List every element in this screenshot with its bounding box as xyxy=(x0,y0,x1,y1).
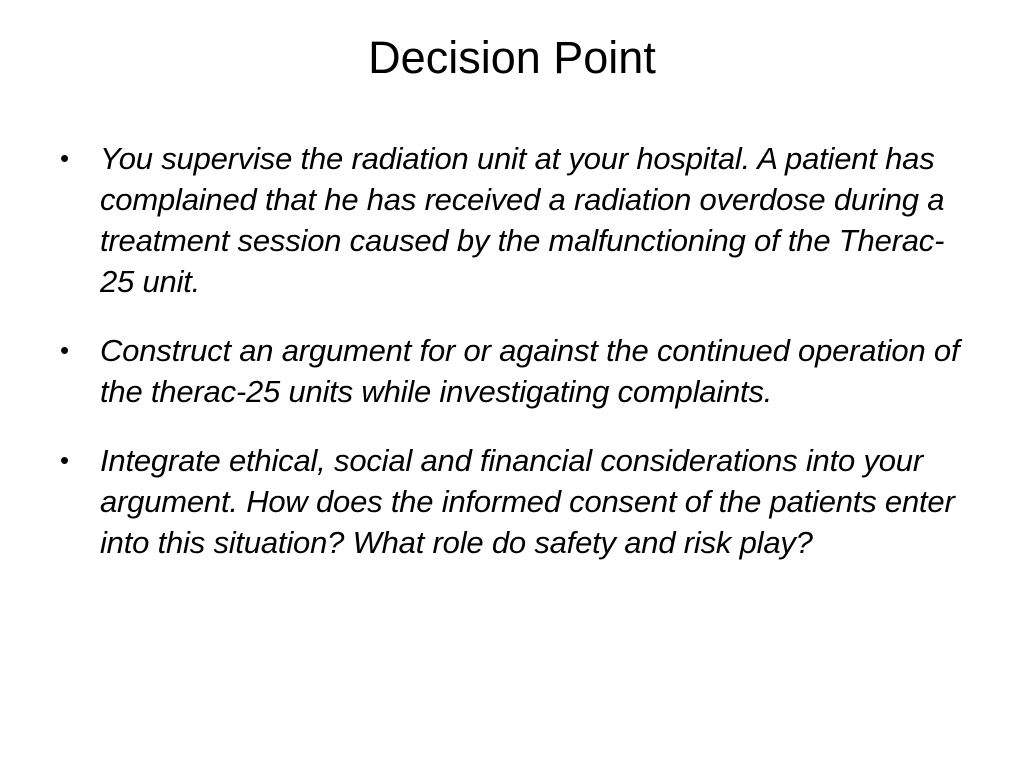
bullet-icon: • xyxy=(60,335,69,365)
bullet-item-3 xyxy=(58,440,968,563)
bullet-text-2: Construct an argument for or against the continued operation of the therac-25 units while investigating complaints. xyxy=(100,333,960,409)
bullet-icon: • xyxy=(60,143,69,173)
slide-title: Decision Point xyxy=(368,32,656,83)
bullet-text-3: Integrate ethical, social and financial considerations into your argument. How does the informed consent of the patients enter into this situation? What role do safety and risk play? xyxy=(100,443,955,560)
bullet-item-2 xyxy=(58,330,968,412)
bullet-text-1: You supervise the radiation unit at your hospital. A patient has complained that he has received a radiation overdose during a treatment session caused by the malfunctioning of the Therac-25 unit. xyxy=(100,141,945,299)
bullet-item-1 xyxy=(58,138,968,302)
bullet-list xyxy=(58,138,968,591)
bullet-icon: • xyxy=(60,445,69,475)
